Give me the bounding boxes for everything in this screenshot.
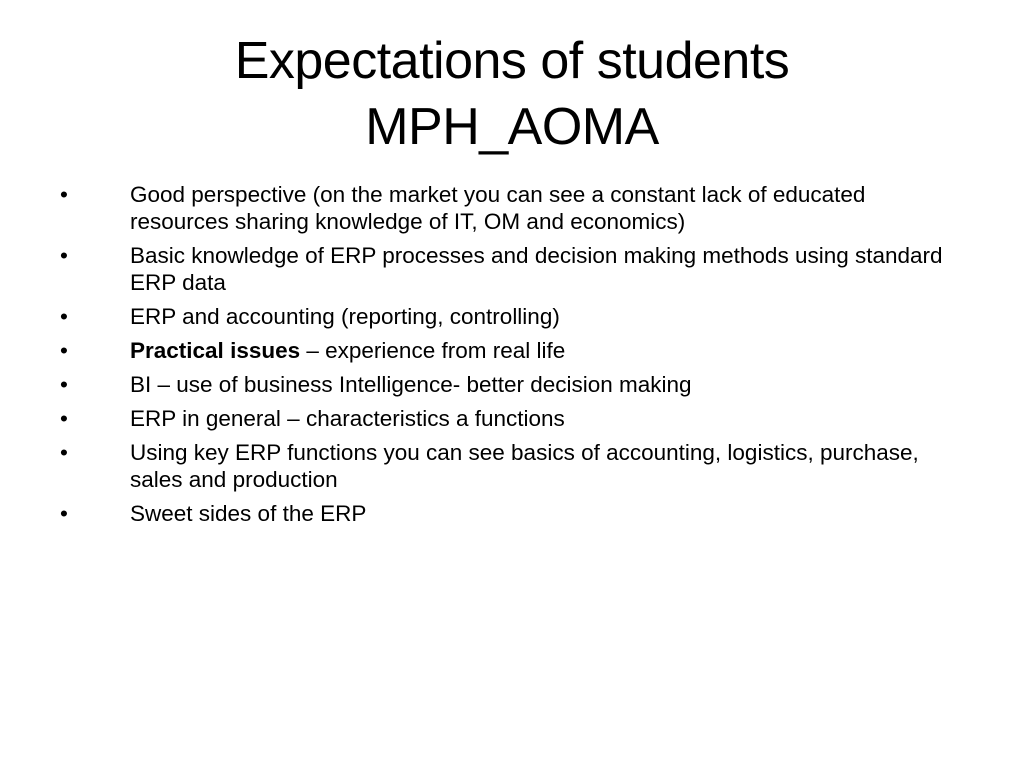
title-line-2: MPH_AOMA — [365, 98, 659, 156]
bullet-item — [58, 242, 963, 296]
bullet-marker: • — [60, 338, 68, 363]
bullet-text: Good perspective (on the market you can see a constant lack of educated resources sharing knowledge of IT, OM and economics) — [130, 182, 866, 234]
bullet-marker: • — [60, 243, 68, 268]
bullet-item — [58, 181, 963, 235]
slide-title — [112, 28, 912, 160]
bullet-text: Sweet sides of the ERP — [130, 501, 367, 526]
bullet-list — [58, 181, 963, 534]
bullet-text: ERP in general – characteristics a functions — [130, 406, 565, 431]
bullet-text: – experience from real life — [300, 338, 566, 363]
bullet-marker: • — [60, 182, 68, 207]
bullet-item — [58, 439, 963, 493]
bullet-text: BI – use of business Intelligence- better decision making — [130, 372, 692, 397]
bullet-text: Using key ERP functions you can see basics of accounting, logistics, purchase, sales and production — [130, 440, 919, 492]
title-line-1: Expectations of students — [234, 32, 790, 90]
bullet-item — [58, 337, 963, 364]
bullet-marker: • — [60, 372, 68, 397]
bullet-item — [58, 371, 963, 398]
bullet-marker: • — [60, 501, 68, 526]
bullet-bold-text: Practical issues — [130, 338, 301, 363]
bullet-item — [58, 405, 963, 432]
bullet-marker: • — [60, 406, 68, 431]
bullet-item — [58, 500, 963, 527]
bullet-marker: • — [60, 304, 68, 329]
bullet-text: ERP and accounting (reporting, controlling) — [130, 304, 560, 329]
bullet-text: Basic knowledge of ERP processes and decision making methods using standard ERP data — [130, 243, 943, 295]
bullet-marker: • — [60, 440, 68, 465]
bullet-item — [58, 303, 963, 330]
